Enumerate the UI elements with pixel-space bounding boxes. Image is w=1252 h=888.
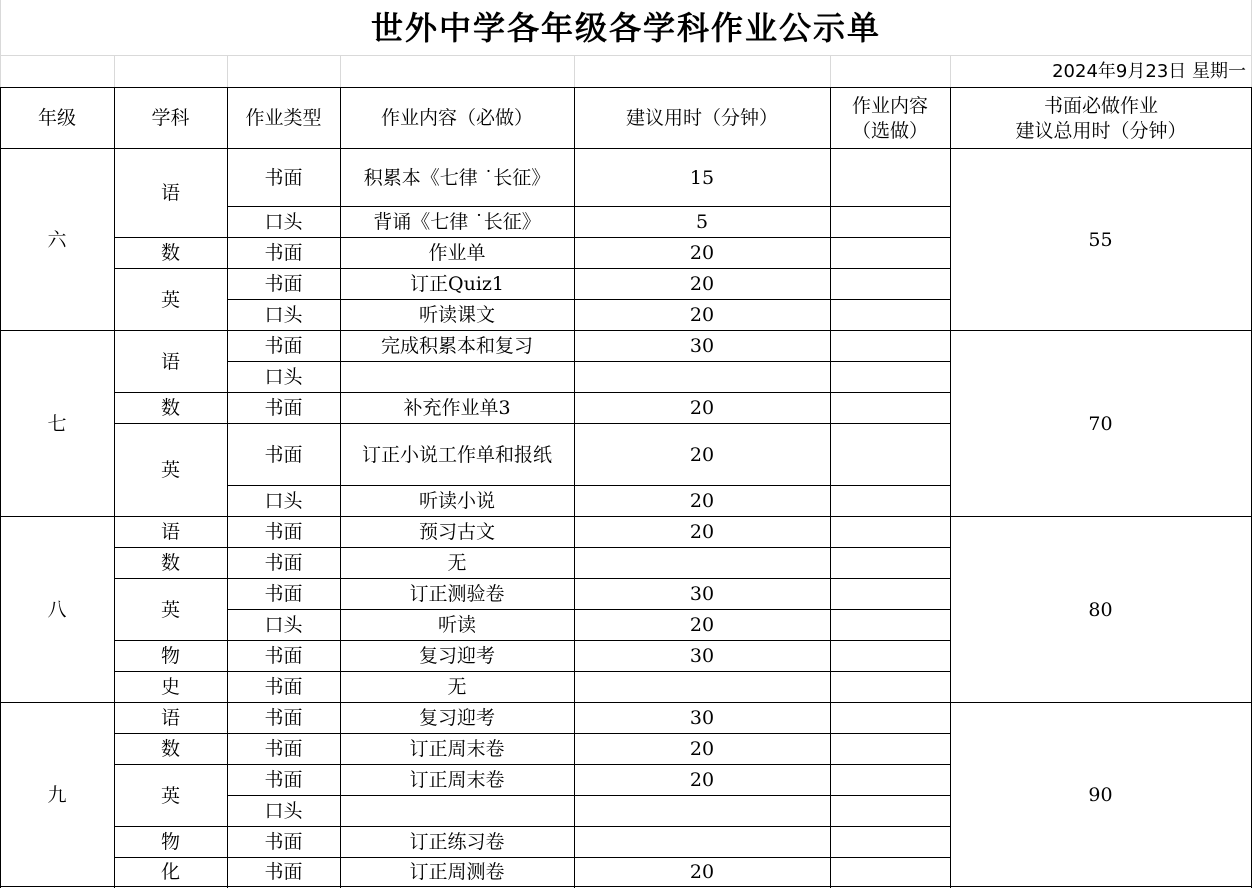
suggested-time-cell: 20 <box>689 242 715 264</box>
header-content-required: 作业内容（必做） <box>380 107 533 129</box>
homework-type-cell: 口头 <box>264 366 303 388</box>
suggested-time-cell: 20 <box>689 614 715 636</box>
homework-type-cell: 书面 <box>264 676 303 698</box>
required-content-cell: 订正小说工作单和报纸 <box>361 443 552 466</box>
grid-line <box>227 87 228 888</box>
total-time-cell: 55 <box>1088 228 1113 251</box>
optional-content-cell <box>830 393 950 424</box>
required-content-cell: 复习迎考 <box>418 707 495 729</box>
homework-type-cell: 书面 <box>264 769 303 791</box>
required-content-cell: 订正测验卷 <box>409 583 505 605</box>
optional-content-cell <box>830 734 950 765</box>
header-bottom-line <box>0 148 1252 149</box>
suggested-time-cell: 15 <box>689 166 715 189</box>
sheet-date: 2024年9月23日 星期一 <box>1052 61 1246 82</box>
homework-type-cell: 口头 <box>264 211 303 233</box>
grid-line <box>0 87 1 888</box>
grid-line <box>114 87 115 888</box>
suggested-time-cell: 20 <box>689 397 715 419</box>
optional-content-cell <box>830 362 950 393</box>
subject-cell: 史 <box>160 676 180 698</box>
optional-content-cell <box>830 703 950 734</box>
homework-type-cell: 口头 <box>264 490 303 512</box>
grade-cell: 八 <box>47 598 67 621</box>
suggested-time-cell: 20 <box>689 273 715 295</box>
homework-type-cell: 书面 <box>264 645 303 667</box>
suggested-time-cell: 20 <box>689 521 715 543</box>
total-time-cell: 80 <box>1088 598 1113 621</box>
header-grade: 年级 <box>37 107 76 129</box>
homework-type-cell: 书面 <box>264 443 303 466</box>
homework-type-cell: 口头 <box>264 614 303 636</box>
required-content-cell: 听读课文 <box>418 304 495 326</box>
sheet-gridline <box>830 56 831 87</box>
subject-cell: 英 <box>160 598 180 621</box>
homework-type-cell: 书面 <box>264 242 303 264</box>
suggested-time-cell: 30 <box>689 645 715 667</box>
sheet-title: 世外中学各年级各学科作业公示单 <box>370 9 881 47</box>
optional-content-cell <box>830 486 950 517</box>
required-content-cell: 订正周末卷 <box>409 738 505 760</box>
optional-content-cell <box>830 796 950 827</box>
optional-content-cell <box>830 331 950 362</box>
optional-content-cell <box>830 858 950 887</box>
optional-content-cell <box>830 765 950 796</box>
grade-separator-line <box>0 886 1251 887</box>
homework-type-cell: 书面 <box>264 861 303 883</box>
header-total-time: 书面必做作业 建议总用时（分钟） <box>1015 94 1187 142</box>
homework-type-cell: 书面 <box>264 583 303 605</box>
sheet-gridline <box>0 55 1252 56</box>
total-time-cell: 70 <box>1088 412 1113 435</box>
suggested-time-cell: 20 <box>689 490 715 512</box>
suggested-time-cell: 20 <box>689 861 715 883</box>
required-content-cell: 预习古文 <box>418 521 495 543</box>
suggested-time-cell: 20 <box>689 738 715 760</box>
subject-cell: 数 <box>160 738 180 760</box>
subject-cell: 数 <box>160 242 180 264</box>
total-time-cell: 90 <box>1088 783 1113 806</box>
suggested-time-cell <box>574 362 830 393</box>
header-top-line <box>0 87 1252 88</box>
subject-cell: 物 <box>160 645 180 667</box>
optional-content-cell <box>830 300 950 331</box>
grid-line <box>950 87 951 888</box>
homework-type-cell: 书面 <box>264 707 303 729</box>
subject-cell: 数 <box>160 397 180 419</box>
sheet-gridline <box>574 56 575 87</box>
optional-content-cell <box>830 548 950 579</box>
required-content-cell <box>340 796 574 827</box>
grid-line <box>830 87 831 888</box>
required-content-cell: 复习迎考 <box>418 645 495 667</box>
homework-type-cell: 书面 <box>264 552 303 574</box>
suggested-time-cell: 30 <box>689 583 715 605</box>
header-subject: 学科 <box>151 107 190 129</box>
homework-type-cell: 书面 <box>264 335 303 357</box>
subject-cell: 语 <box>160 707 180 729</box>
optional-content-cell <box>830 149 950 207</box>
subject-cell: 物 <box>160 831 180 853</box>
required-content-cell: 积累本《七律 ˙长征》 <box>363 166 551 189</box>
required-content-cell: 背诵《七律 ˙长征》 <box>373 211 541 233</box>
suggested-time-cell <box>574 796 830 827</box>
grid-line <box>574 87 575 888</box>
sheet-gridline <box>0 0 1 87</box>
required-content-cell: 听读 <box>437 614 476 636</box>
header-type: 作业类型 <box>245 107 322 129</box>
required-content-cell: 补充作业单3 <box>403 397 511 419</box>
required-content-cell: 无 <box>447 676 467 698</box>
header-time: 建议用时（分钟） <box>625 107 778 129</box>
sheet-gridline <box>227 56 228 87</box>
required-content-cell: 订正Quiz1 <box>410 273 504 295</box>
suggested-time-cell: 30 <box>689 707 715 729</box>
subject-cell: 语 <box>160 182 180 204</box>
optional-content-cell <box>830 827 950 858</box>
suggested-time-cell: 5 <box>695 211 709 233</box>
required-content-cell: 完成积累本和复习 <box>380 335 533 357</box>
suggested-time-cell <box>574 548 830 579</box>
optional-content-cell <box>830 207 950 238</box>
subject-cell: 英 <box>160 459 180 481</box>
grid-line <box>340 87 341 888</box>
suggested-time-cell: 20 <box>689 443 715 466</box>
homework-type-cell: 书面 <box>264 273 303 295</box>
optional-content-cell <box>830 424 950 486</box>
homework-type-cell: 书面 <box>264 166 303 189</box>
subject-cell: 语 <box>160 521 180 543</box>
suggested-time-cell: 30 <box>689 335 715 357</box>
required-content-cell: 订正周末卷 <box>409 769 505 791</box>
optional-content-cell <box>830 579 950 610</box>
optional-content-cell <box>830 672 950 703</box>
subject-cell: 英 <box>160 784 180 807</box>
required-content-cell: 订正周测卷 <box>409 861 505 883</box>
grade-cell: 七 <box>47 412 67 435</box>
suggested-time-cell: 20 <box>689 769 715 791</box>
optional-content-cell <box>830 269 950 300</box>
homework-type-cell: 书面 <box>264 738 303 760</box>
required-content-cell: 无 <box>447 552 467 574</box>
suggested-time-cell <box>574 827 830 858</box>
subject-cell: 英 <box>160 288 180 311</box>
suggested-time-cell <box>574 672 830 703</box>
suggested-time-cell: 20 <box>689 304 715 326</box>
required-content-cell: 作业单 <box>428 242 486 264</box>
homework-type-cell: 书面 <box>264 521 303 543</box>
required-content-cell: 订正练习卷 <box>409 831 505 853</box>
homework-type-cell: 口头 <box>264 304 303 326</box>
grade-cell: 九 <box>47 783 67 806</box>
header-content-optional: 作业内容 （选做） <box>851 94 928 142</box>
sheet-gridline <box>340 56 341 87</box>
grade-cell: 六 <box>47 228 67 251</box>
homework-type-cell: 书面 <box>264 397 303 419</box>
subject-cell: 数 <box>160 552 180 574</box>
required-content-cell <box>340 362 574 393</box>
subject-cell: 化 <box>160 861 180 883</box>
sheet-gridline <box>950 56 951 87</box>
optional-content-cell <box>830 517 950 548</box>
subject-cell: 语 <box>160 350 180 373</box>
sheet-gridline <box>114 56 115 87</box>
optional-content-cell <box>830 641 950 672</box>
optional-content-cell <box>830 238 950 269</box>
homework-type-cell: 口头 <box>264 800 303 822</box>
homework-type-cell: 书面 <box>264 831 303 853</box>
optional-content-cell <box>830 610 950 641</box>
required-content-cell: 听读小说 <box>418 490 495 512</box>
